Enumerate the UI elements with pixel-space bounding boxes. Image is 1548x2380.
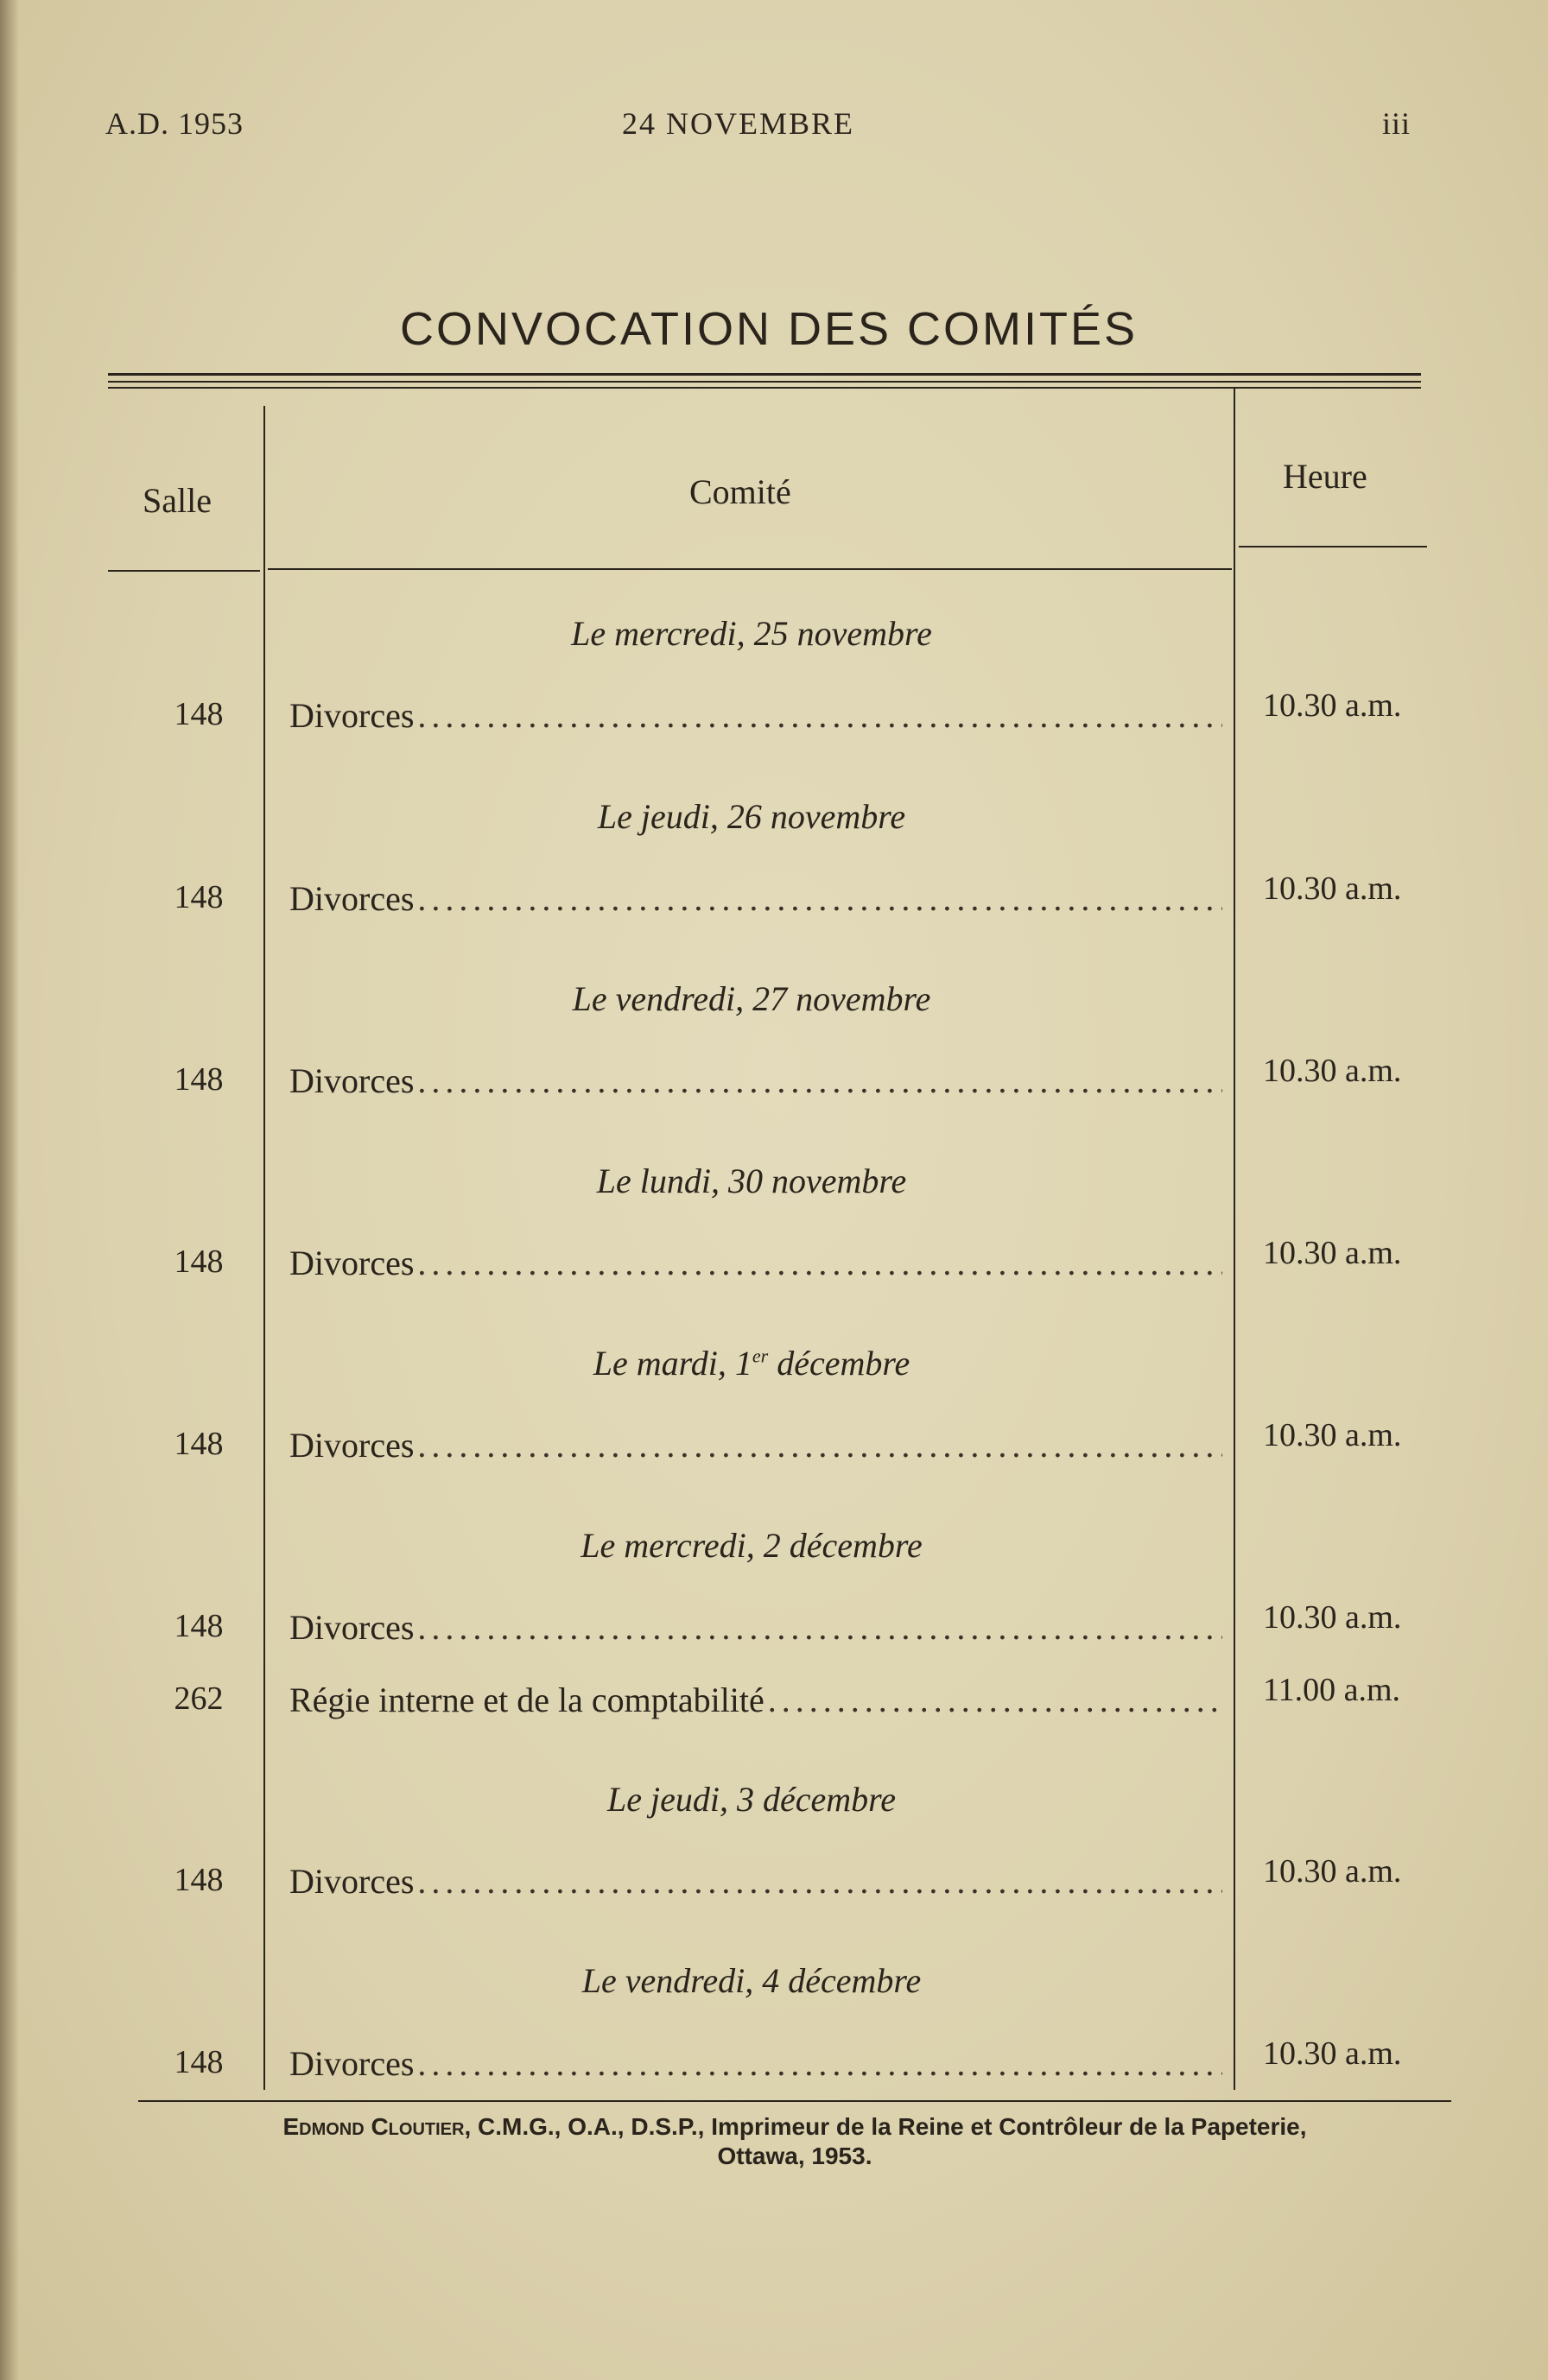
table-row bbox=[0, 687, 1548, 738]
committee-name: Régie interne et de la comptabilité ..... bbox=[289, 1680, 1222, 1720]
table-row bbox=[0, 2035, 1548, 2086]
day-heading: Le jeudi, 3 décembre bbox=[607, 1780, 896, 1819]
room-number: 148 bbox=[174, 1244, 224, 1280]
header-year: A.D. 1953 bbox=[105, 106, 244, 141]
committee-name: Divorces ..... bbox=[289, 2043, 1222, 2084]
table-row bbox=[0, 1599, 1548, 1650]
room-number: 148 bbox=[174, 1426, 224, 1462]
committee-name: Divorces ..... bbox=[289, 1243, 1222, 1283]
committee-name: Divorces ..... bbox=[289, 695, 1222, 736]
header-rule-heure bbox=[1239, 546, 1427, 548]
day-heading: Le vendredi, 27 novembre bbox=[572, 979, 931, 1018]
room-number: 262 bbox=[174, 1681, 224, 1717]
title-rule-thick bbox=[108, 373, 1421, 376]
meeting-time: 10.30 a.m. bbox=[1263, 1417, 1402, 1453]
meeting-time: 10.30 a.m. bbox=[1263, 687, 1402, 724]
header-date: 24 NOVEMBRE bbox=[622, 106, 855, 141]
day-heading: Le mardi, 1er décembre bbox=[593, 1344, 910, 1383]
room-number: 148 bbox=[174, 1608, 224, 1644]
meeting-time: 10.30 a.m. bbox=[1263, 870, 1402, 907]
meeting-time: 10.30 a.m. bbox=[1263, 1599, 1402, 1636]
table-row bbox=[0, 1235, 1548, 1286]
meeting-time: 11.00 a.m. bbox=[1263, 1672, 1401, 1708]
meeting-time: 10.30 a.m. bbox=[1263, 2035, 1402, 2072]
table-row bbox=[0, 1853, 1548, 1904]
room-number: 148 bbox=[174, 1862, 224, 1898]
footer-rule bbox=[138, 2100, 1451, 2102]
table-row bbox=[0, 870, 1548, 921]
title-rule-thin bbox=[108, 381, 1421, 383]
column-header-heure: Heure bbox=[1283, 457, 1367, 496]
committee-name: Divorces ..... bbox=[289, 1861, 1222, 1902]
title-rule-thin-2 bbox=[108, 387, 1421, 389]
column-header-comite: Comité bbox=[689, 472, 791, 511]
day-heading: Le mercredi, 2 décembre bbox=[580, 1526, 923, 1565]
header-page-number: iii bbox=[1382, 106, 1412, 141]
meeting-time: 10.30 a.m. bbox=[1263, 1853, 1402, 1889]
imprint-line-2: Ottawa, 1953. bbox=[717, 2143, 872, 2169]
printer-imprint bbox=[130, 2112, 1460, 2171]
committee-name: Divorces ..... bbox=[289, 878, 1222, 919]
room-number: 148 bbox=[174, 2044, 224, 2080]
committee-name: Divorces ..... bbox=[289, 1607, 1222, 1648]
column-header-salle: Salle bbox=[143, 481, 212, 520]
header-rule-comite bbox=[268, 568, 1232, 570]
meeting-time: 10.30 a.m. bbox=[1263, 1235, 1402, 1271]
room-number: 148 bbox=[174, 696, 224, 732]
table-row bbox=[0, 1672, 1548, 1723]
day-heading: Le mercredi, 25 novembre bbox=[571, 614, 932, 653]
room-number: 148 bbox=[174, 879, 224, 915]
day-heading: Le lundi, 30 novembre bbox=[596, 1162, 907, 1200]
day-heading: Le vendredi, 4 décembre bbox=[581, 1961, 922, 2000]
room-number: 148 bbox=[174, 1061, 224, 1098]
table-row bbox=[0, 1053, 1548, 1104]
day-heading: Le jeudi, 26 novembre bbox=[597, 797, 906, 836]
header-rule-salle bbox=[108, 570, 260, 572]
committee-name: Divorces ..... bbox=[289, 1425, 1222, 1465]
imprint-line-1: Edmond Cloutier, C.M.G., O.A., D.S.P., Imprimeur de la Reine et Contrôleur de la Papeterie, bbox=[282, 2113, 1307, 2140]
page-title: CONVOCATION DES COMITÉS bbox=[399, 303, 1139, 355]
meeting-time: 10.30 a.m. bbox=[1263, 1053, 1402, 1089]
table-row bbox=[0, 1417, 1548, 1468]
page-spine-shadow bbox=[0, 0, 19, 2380]
committee-name: Divorces ..... bbox=[289, 1060, 1222, 1101]
